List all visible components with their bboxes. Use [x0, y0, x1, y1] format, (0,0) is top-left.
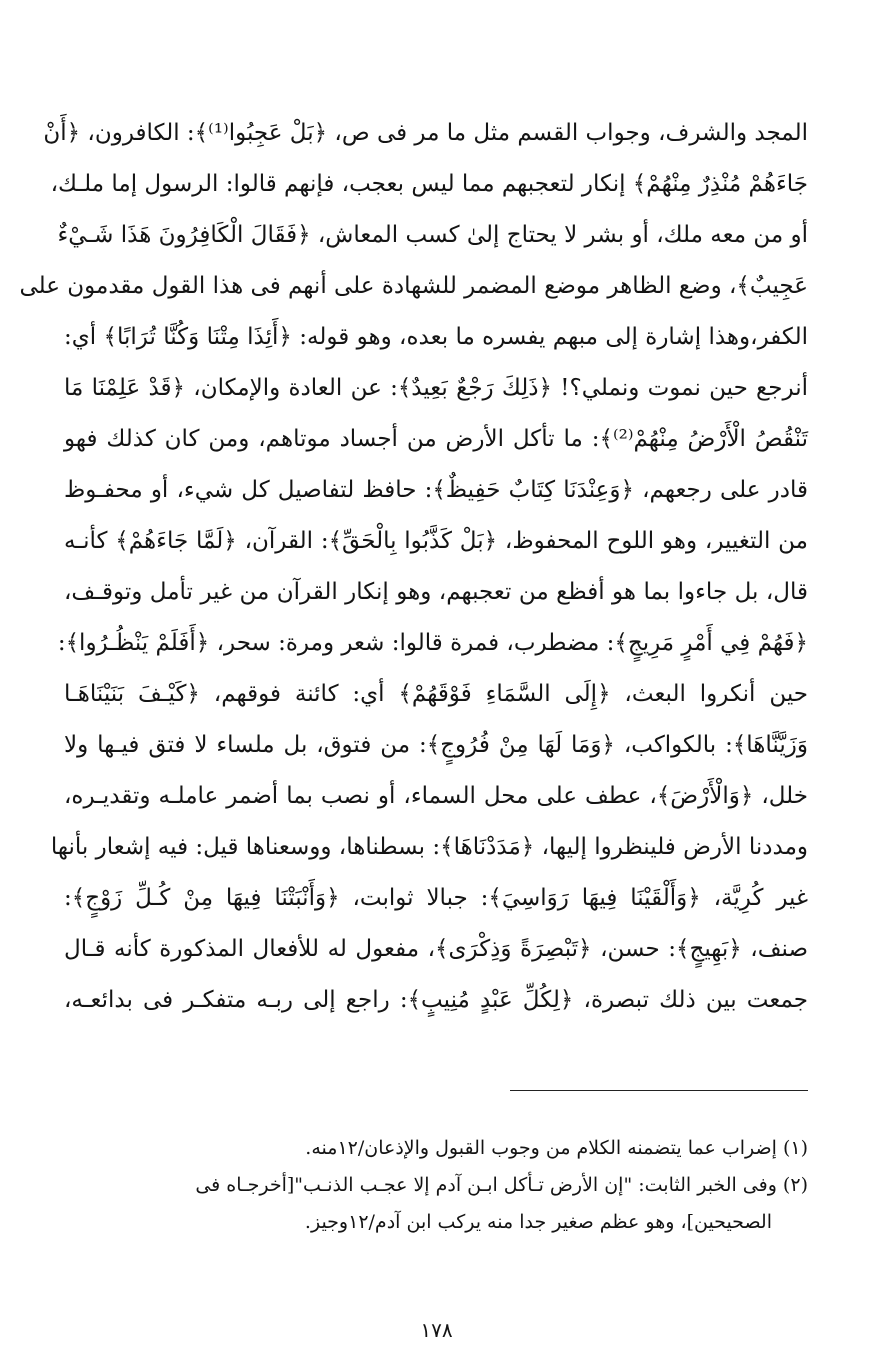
footnote-separator [510, 1090, 808, 1091]
text-line: أو من معه ملك، أو بشر لا يحتاج إلىٰ كسب المعاش، ﴿فَقَالَ الْكَافِرُونَ هَذَا شَـيْءٌ [57, 222, 808, 248]
text-line: الكفر،وهذا إشارة إلى مبهم يفسره ما بعده، وهو قوله: ﴿أَئِذَا مِتْنَا وَكُنَّا تُرَابًا﴾ أي: [64, 324, 808, 350]
text-line: المجد والشرف، وجواب القسم مثل ما مر فى ص، ﴿بَلْ عَجِبُوا⁽¹⁾﴾: الكافرون، ﴿أَنْ [43, 120, 808, 146]
text-line: جمعت بين ذلك تبصرة، ﴿لِكُلِّ عَبْدٍ مُنِيبٍ﴾: راجع إلى ربـه متفكـر فى بدائعـه، [64, 987, 808, 1013]
text-line: ﴿فَهُمْ فِي أَمْرٍ مَرِيجٍ﴾: مضطرب، فمرة قالوا: شعر ومرة: سحر، ﴿أَفَلَمْ يَنْظُـرُوا﴾: [57, 630, 808, 656]
text-line: ومددنا الأرض فلينظروا إليها، ﴿مَدَدْنَاهَا﴾: بسطناها، ووسعناها قيل: فيه إشعار بأنها [50, 834, 808, 860]
text-line: قال، بل جاءوا بما هو أفظع من تعجبهم، وهو إنكار القرآن من غير تأمل وتوقـف، [64, 579, 808, 605]
text-line: أنرجع حين نموت ونملي؟! ﴿ذَلِكَ رَجْعٌ بَعِيدٌ﴾: عن العادة والإمكان، ﴿قَدْ عَلِمْنَا مَا [64, 375, 808, 401]
main-text [19, 108, 808, 1026]
footnote-1: (١) إضراب عما يتضمنه الكلام من وجوب القبول والإذعان/١٢منه. [305, 1137, 808, 1159]
text-line: خلل، ﴿وَالْأَرْضَ﴾، عطف على محل السماء، أو نصب بما أضمر عاملـه وتقديـره، [64, 783, 808, 809]
text-line: قادر على رجعهم، ﴿وَعِنْدَنَا كِتَابٌ حَفِيظٌ﴾: حافظ لتفاصيل كل شيء، أو محفـوظ [64, 477, 808, 503]
footnotes [64, 1130, 808, 1241]
text-line: عَجِيبٌ﴾، وضع الظاهر موضع المضمر للشهادة على أنهم فى هذا القول مقدمون على [19, 273, 808, 299]
text-line: تَنْقُصُ الْأَرْضُ مِنْهُمْ⁽²⁾﴾: ما تأكل الأرض من أجساد موتاهم، ومن كان كذلك فهو [64, 426, 808, 452]
text-line: غير كُرِيَّة، ﴿وَأَلْقَيْنَا فِيهَا رَوَاسِيَ﴾: جبالا ثوابت، ﴿وَأَنْبَتْنَا فِيهَا مِنْ كُـلِّ زَوْجٍ﴾: [64, 885, 808, 911]
text-line: صنف، ﴿بَهِيجٍ﴾: حسن، ﴿تَبْصِرَةً وَذِكْرَى﴾، مفعول له للأفعال المذكورة كأنه قـال [64, 936, 808, 962]
text-line: من التغيير، وهو اللوح المحفوظ، ﴿بَلْ كَذَّبُوا بِالْحَقِّ﴾: القرآن، ﴿لَمَّا جَاءَهُمْ﴾ كأنـه [64, 528, 808, 554]
footnote-2-continuation: الصحيحين]، وهو عظم صغير جدا منه يركب ابن آدم/١٢وجيز. [304, 1211, 772, 1233]
page-number: ١٧٨ [420, 1318, 453, 1342]
text-line: حين أنكروا البعث، ﴿إِلَى السَّمَاءِ فَوْقَهُمْ﴾ أي: كائنة فوقهم، ﴿كَيْـفَ بَنَيْنَاهَـا [64, 681, 808, 707]
text-line: وَزَيَّنَّاهَا﴾: بالكواكب، ﴿وَمَا لَهَا مِنْ فُرُوجٍ﴾: من فتوق، بل ملساء لا فتق فيـها ولا [64, 732, 808, 758]
footnote-2: (٢) وفى الخبر الثابت: "إن الأرض تـأكل ابـن آدم إلا عجـب الذنـب"[أخرجـاه فى [195, 1174, 808, 1196]
text-line: جَاءَهُمْ مُنْذِرٌ مِنْهُمْ﴾ إنكار لتعجبهم مما ليس بعجب، فإنهم قالوا: الرسول إما ملـك، [50, 171, 808, 197]
